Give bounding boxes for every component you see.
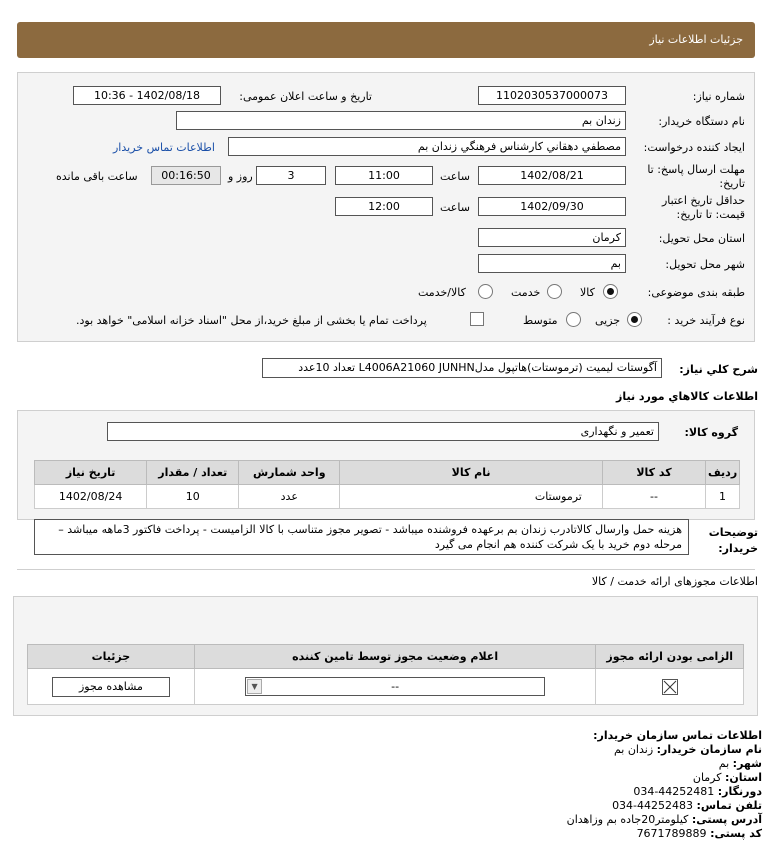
category-goods-label: کالا [580,286,595,299]
goods-group-field: تعمیر و نگهداری [107,422,659,441]
contact-address: آدرس پستی: کیلومتر20جاده بم وزاهدان [566,813,762,826]
creator-field: مصطفي دهقاني كارشناس فرهنگي زندان بم [228,137,626,156]
contact-org-value: زندان بم [613,743,654,756]
contact-city: شهر: بم [718,757,762,770]
cell-quantity: 10 [147,485,239,509]
need-number-label: شماره نیاز: [692,90,745,103]
contact-fax-value: 034-44252481 [633,785,715,798]
description-field: آگوستات لیمیت (ترموستات)هاتپول مدلL4006A21060 JUNHN تعداد 10عدد [262,358,662,378]
col-row: ردیف [706,461,740,485]
col-permit-required: الزامی بودن ارائه مجوز [596,645,744,669]
contact-phone-value: 034-44252483 [612,799,694,812]
goods-group-label: گروه کالا: [684,426,738,439]
permit-details-cell [28,669,195,705]
deadline-date-field: 1402/08/21 [478,166,626,185]
deadline-label: مهلت ارسال پاسخ: تا [647,163,745,176]
announce-field: 1402/08/18 - 10:36 [73,86,221,105]
process-minor-radio[interactable] [627,312,642,327]
col-quantity: تعداد / مقدار [147,461,239,485]
cell-need-date: 1402/08/24 [35,485,147,509]
cell-unit: عدد [239,485,340,509]
deadline-time-label: ساعت [440,170,470,183]
permits-section-title: اطلاعات مجوزهای ارائه خدمت / کالا [591,575,758,588]
need-number-field: 1102030537000073 [478,86,626,105]
creator-label: ایجاد کننده درخواست: [643,141,745,154]
treasury-payment-note: پرداخت تمام یا بخشی از مبلغ خرید،از محل "اسناد خزانه اسلامی" خواهد بود. [76,314,427,327]
buyer-contact-link[interactable]: اطلاعات تماس خریدار [113,141,215,154]
contact-title: اطلاعات تماس سازمان خریدار: [593,729,762,742]
col-unit: واحد شمارش [239,461,340,485]
city-label: شهر محل تحویل: [665,258,745,271]
col-permit-details: جزئیات [28,645,195,669]
treasury-payment-checkbox[interactable] [470,312,484,326]
buyer-notes-label: توضیحات [708,526,758,539]
permit-row [28,669,744,705]
contact-city-value: بم [718,757,730,770]
validity-time-field: 12:00 [335,197,433,216]
time-remaining-field: 00:16:50 [151,166,221,185]
permit-status-value: -- [391,680,400,693]
col-need-date: تاریخ نیاز [35,461,147,485]
buyer-notes-label-2: خریدار: [718,542,758,555]
deadline-label-2: تاریخ: [719,177,745,190]
cell-row: 1 [706,485,740,509]
province-field: کرمان [478,228,626,247]
goods-section-title: اطلاعات كالاهاي مورد نياز [616,390,758,403]
col-name: نام کالا [340,461,603,485]
province-label: استان محل تحویل: [658,232,745,245]
category-label: طبقه بندی موضوعی: [647,286,745,299]
permits-table [27,644,744,705]
contact-province: استان: کرمان [692,771,762,784]
validity-label-2: قیمت: تا تاریخ: [676,208,745,221]
permit-status-select[interactable] [245,677,545,696]
cell-name: ترموستات [340,485,603,509]
view-permit-button[interactable]: مشاهده مجوز [52,677,170,697]
days-remaining-field: 3 [256,166,326,185]
col-code: کد کالا [602,461,705,485]
announce-label: تاریخ و ساعت اعلان عمومی: [239,90,372,103]
category-goods-service-radio[interactable] [478,284,493,299]
process-type-label: نوع فرآیند خرید : [667,314,745,327]
validity-time-label: ساعت [440,201,470,214]
contact-org: نام سازمان خریدار: زندان بم [613,743,762,756]
page-header [17,22,755,58]
buyer-label: نام دستگاه خریدار: [658,115,745,128]
process-medium-radio[interactable] [566,312,581,327]
contact-address-value: کیلومتر20جاده بم وزاهدان [566,813,689,826]
description-label: شرح كلي نياز: [679,363,758,376]
dropdown-arrow-icon[interactable]: ▼ [247,679,262,694]
category-service-radio[interactable] [547,284,562,299]
days-label: روز و [228,170,253,183]
contact-postal: کد پستی: 7671789889 [636,827,762,840]
page-title: جزئیات اطلاعات نیاز [649,33,743,46]
col-permit-status: اعلام وضعیت مجوز توسط تامین کننده [194,645,596,669]
permit-required-cell [596,669,744,705]
goods-table [34,460,740,509]
deadline-time-field: 11:00 [335,166,433,185]
category-goods-radio[interactable] [603,284,618,299]
contact-postal-value: 7671789889 [636,827,707,840]
time-remaining-label: ساعت باقی مانده [56,170,138,183]
permit-status-cell [194,669,596,705]
buyer-notes-box: هزینه حمل وارسال کالاتادرب زندان بم برعهده فروشنده میباشد - تصویر مجوز متناسب با کالا الزامیست - پرداخت فاکتور 3ماهه میباشد – مرحله دوم خرید با یک شرکت کننده هم انجام می گیرد [34,519,689,555]
table-row [35,485,740,509]
required-checkbox[interactable] [662,679,678,695]
validity-label: حداقل تاریخ اعتبار [661,194,745,207]
goods-table-header [35,461,740,485]
process-minor-label: جزیی [595,314,621,327]
category-service-label: خدمت [511,286,541,299]
buyer-field: زندان بم [176,111,626,130]
divider [17,569,755,570]
contact-province-value: کرمان [692,771,722,784]
city-field: بم [478,254,626,273]
contact-fax: دورنگار: 034-44252481 [633,785,762,798]
contact-phone: تلفن تماس: 034-44252483 [612,799,762,812]
permits-table-header [28,645,744,669]
category-goods-service-label: کالا/خدمت [418,286,466,299]
process-medium-label: متوسط [523,314,558,327]
validity-date-field: 1402/09/30 [478,197,626,216]
cell-code: -- [602,485,705,509]
